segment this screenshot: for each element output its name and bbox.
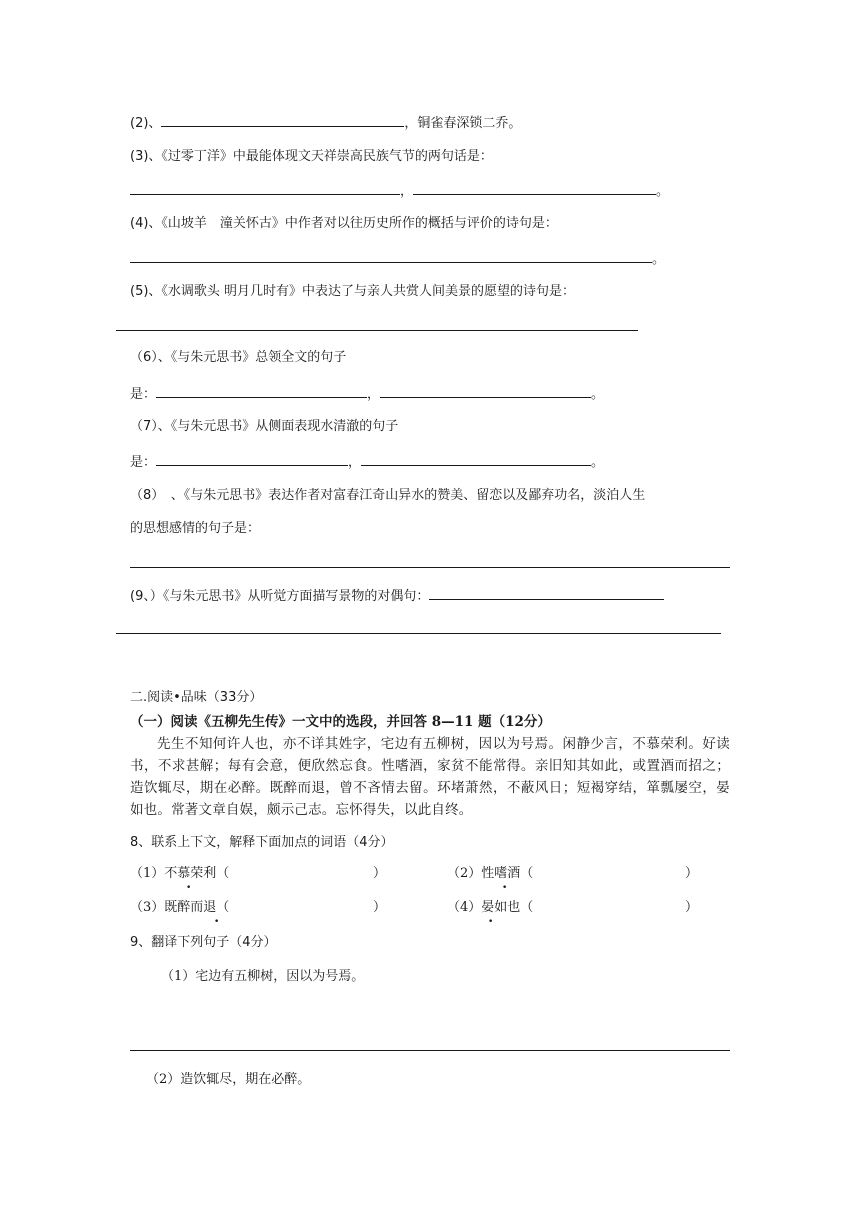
q9-sentence-1: （1）宅边有五柳树，因以为号焉。 [161, 969, 365, 984]
q4-blank[interactable] [130, 249, 652, 263]
q7-end: 。 [591, 455, 605, 470]
q8-item-2-close: ） [685, 866, 699, 881]
q4-prompt: (4)、《山坡羊 潼关怀古》中作者对以往历史所作的概括与评价的诗句是： [130, 216, 558, 231]
q4-end: 。 [652, 252, 666, 267]
q7-lead: 是： [130, 455, 157, 470]
q5-prompt: (5)、《水调歌头 明月几时有》中表达了与亲人共赏人间美景的愿望的诗句是： [130, 284, 576, 299]
q8-item-3: （3）既醉而退（ [130, 900, 230, 915]
q8fill-blank[interactable] [130, 567, 730, 568]
q3-end: 。 [656, 184, 670, 199]
q8fill-cont: 的思想感情的句子是： [130, 521, 261, 536]
q6-blank-2[interactable] [380, 384, 591, 398]
dotted-word: 嗜 [494, 866, 508, 881]
q9fill-blank-2[interactable] [116, 633, 721, 634]
q2-line [130, 113, 521, 133]
q3-prompt: (3)、《过零丁洋》中最能体现文天祥崇高民族气节的两句话是： [130, 149, 493, 164]
q8-item-3-close: ） [373, 900, 387, 915]
q3-answer-line [130, 181, 669, 201]
emphasis-dot: • [502, 883, 508, 893]
q9-sentence-2: （2）造饮辄尽，期在必醉。 [146, 1072, 311, 1087]
q7-answer-line [130, 452, 604, 472]
q9fill-prompt: (9、）《与朱元思书》从听觉方面描写景物的对偶句： [130, 589, 430, 604]
q4-answer-line [130, 249, 665, 269]
q8-item-3-answer[interactable] [246, 914, 368, 915]
q8-item-4-answer[interactable] [538, 914, 678, 915]
q6-comma: ， [367, 387, 381, 402]
q8-item-1-answer[interactable] [246, 880, 368, 881]
q8-item-2-answer[interactable] [538, 880, 678, 881]
emphasis-dot: • [214, 917, 220, 927]
dotted-word: 慕 [177, 866, 191, 881]
emphasis-dot: • [488, 917, 494, 927]
q8-title: 8、联系上下文，解释下面加点的词语（4分） [130, 835, 394, 850]
q3-blank-1[interactable] [130, 181, 400, 195]
dotted-word: 退 [203, 900, 217, 915]
q6-prompt: （6）、《与朱元思书》总领全文的句子 [130, 350, 347, 365]
q6-blank-1[interactable] [156, 384, 367, 398]
q9-title: 9、翻译下列句子（4分） [130, 935, 277, 950]
q8-item-4-close: ） [685, 900, 699, 915]
q9-answer-1[interactable] [130, 1050, 730, 1051]
q3-blank-2[interactable] [413, 181, 656, 195]
passage-text: 先生不知何许人也，亦不详其姓字，宅边有五柳树，因以为号焉。闲静少言，不慕荣利。好读书，不求甚解；每有会意，便欣然忘食。性嗜酒，家贫不能常得。亲旧知其如此，或置酒而招之；造饮辄尽，期在必醉。既醉而退，曾不吝情去留。环堵萧然，不蔽风日；短褐穿结，箪瓢屡空，晏如也。常著文章自娱，颇示己志。忘怀得失，以此自终。 [130, 736, 730, 818]
q3-comma: ， [400, 184, 414, 199]
section2-title: 二.阅读•品味（33分） [130, 690, 263, 705]
emphasis-dot: • [186, 883, 192, 893]
q7-blank-1[interactable] [156, 452, 348, 466]
q8-item-2: （2）性嗜酒（ [447, 866, 534, 881]
q7-blank-2[interactable] [361, 452, 591, 466]
q2-tail: ，铜雀春深锁二乔。 [404, 116, 522, 131]
q7-comma: ， [348, 455, 362, 470]
q8-item-1-close: ） [373, 866, 387, 881]
q6-lead: 是： [130, 387, 157, 402]
q8-item-4: （4）晏如也（ [447, 900, 534, 915]
q5-blank[interactable] [116, 330, 638, 331]
q2-number: (2)、 [130, 116, 162, 131]
q8-item-1: （1）不慕荣利（ [130, 866, 230, 881]
dotted-word: 晏 [481, 900, 495, 915]
q8fill-prompt: （8） 、《与朱元思书》表达作者对富春江奇山异水的赞美、留恋以及鄙弃功名，淡泊人生 [130, 488, 646, 503]
q9fill-blank-1[interactable] [429, 586, 664, 600]
q6-end: 。 [591, 387, 605, 402]
q2-blank[interactable] [161, 113, 404, 127]
q9fill-line [130, 586, 664, 606]
part1-title: （一）阅读《五柳先生传》一文中的选段，并回答 8—11 题（12分） [130, 714, 551, 730]
q7-prompt: （7）、《与朱元思书》从侧面表现水清澈的句子 [130, 419, 399, 434]
q6-answer-line [130, 384, 604, 404]
